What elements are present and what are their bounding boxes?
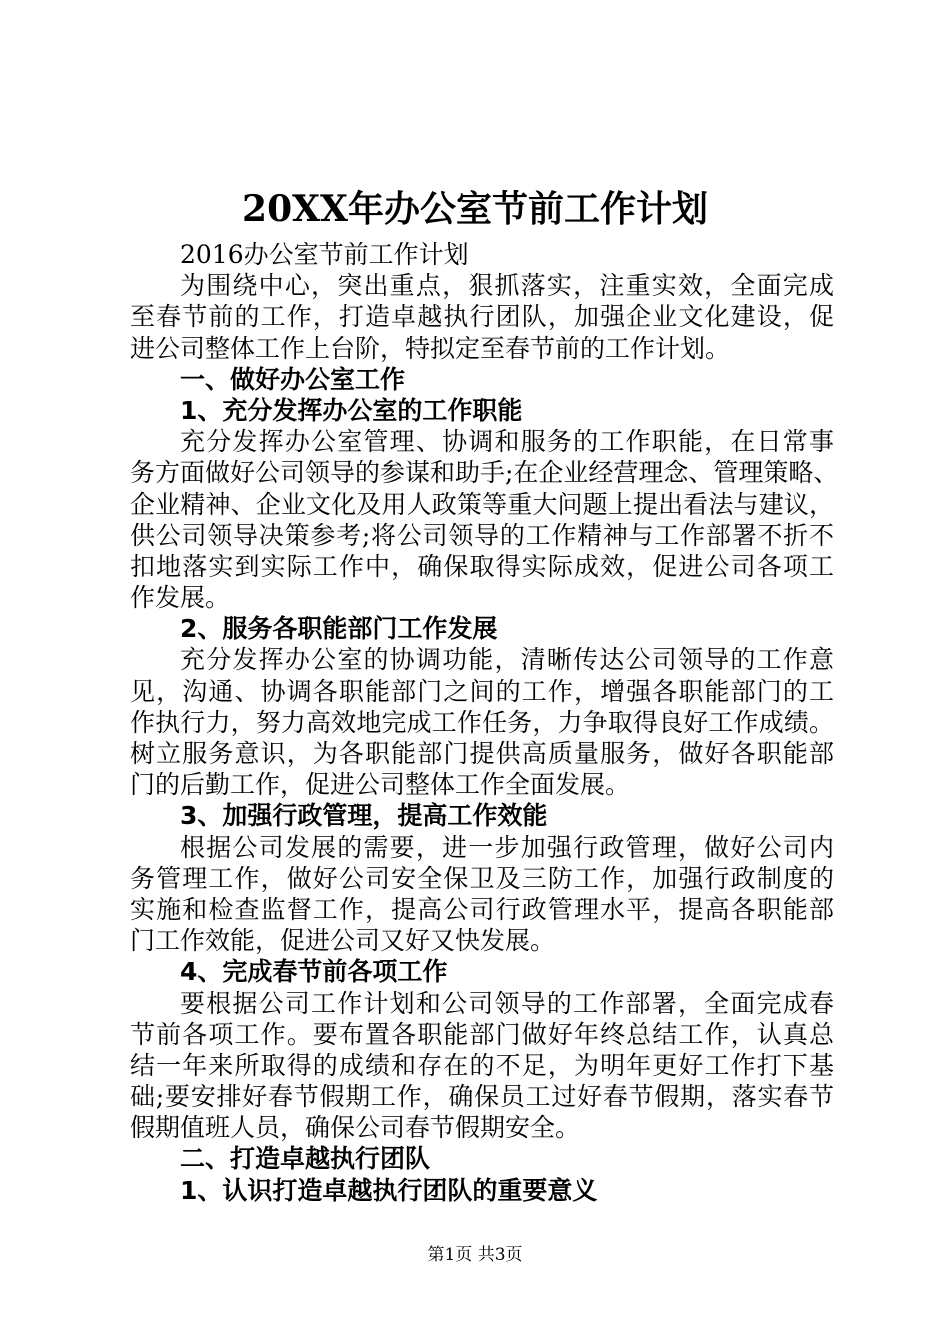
document-title: 20XX年办公室节前工作计划 [242, 188, 708, 230]
body-text-line: 供公司领导决策参考;将公司领导的工作精神与工作部署不折不 [130, 520, 834, 550]
body-text-line: 务管理工作，做好公司安全保卫及三防工作，加强行政制度的 [130, 863, 834, 893]
section-heading: 4、完成春节前各项工作 [180, 957, 448, 987]
body-text-line: 门工作效能，促进公司又好又快发展。 [130, 926, 556, 956]
body-text-line: 充分发挥办公室管理、协调和服务的工作职能，在日常事 [180, 427, 834, 457]
body-text-line: 门的后勤工作，促进公司整体工作全面发展。 [130, 770, 631, 800]
body-text-line: 假期值班人员，确保公司春节假期安全。 [130, 1113, 581, 1143]
body-text-line: 充分发挥办公室的协调功能，清晰传达公司领导的工作意 [180, 645, 834, 675]
body-text-line: 树立服务意识，为各职能部门提供高质量服务，做好各职能部 [130, 739, 834, 768]
body-text-line: 要根据公司工作计划和公司领导的工作部署，全面完成春 [180, 988, 834, 1018]
body-text-line: 为围绕中心，突出重点，狠抓落实，注重实效，全面完成 [180, 271, 834, 301]
body-text-line: 结一年来所取得的成绩和存在的不足，为明年更好工作打下基 [130, 1050, 834, 1080]
body-text-line: 实施和检查监督工作，提高公司行政管理水平，提高各职能部 [130, 894, 834, 924]
section-heading: 二、打造卓越执行团队 [180, 1144, 431, 1174]
body-text-line: 进公司整体工作上台阶，特拟定至春节前的工作计划。 [130, 333, 731, 363]
section-heading: 2、服务各职能部门工作发展 [180, 614, 498, 644]
document-body [130, 239, 839, 1206]
page-number: 第1页 共3页 [427, 1245, 523, 1265]
body-text-line: 节前各项工作。要布置各职能部门做好年终总结工作，认真总 [130, 1019, 834, 1049]
body-text-line: 作执行力，努力高效地完成工作任务，力争取得良好工作成绩。 [130, 707, 834, 737]
body-text-line: 根据公司发展的需要，进一步加强行政管理，做好公司内 [180, 832, 834, 862]
section-heading: 一、做好办公室工作 [180, 364, 406, 394]
body-text-line: 务方面做好公司领导的参谋和助手;在企业经营理念、管理策略、 [130, 458, 839, 488]
body-text-line: 企业精神、企业文化及用人政策等重大问题上提出看法与建议， [130, 489, 834, 519]
body-text-line: 见，沟通、协调各职能部门之间的工作，增强各职能部门的工 [130, 676, 834, 706]
section-heading: 1、认识打造卓越执行团队的重要意义 [180, 1175, 598, 1205]
body-text-line: 作发展。 [130, 583, 231, 613]
body-text-line: 础;要安排好春节假期工作，确保员工过好春节假期，落实春节 [130, 1082, 834, 1112]
body-text-line: 2016办公室节前工作计划 [180, 240, 469, 269]
body-text-line: 至春节前的工作，打造卓越执行团队，加强企业文化建设，促 [130, 302, 834, 332]
section-heading: 1、充分发挥办公室的工作职能 [180, 395, 523, 425]
section-heading: 3、加强行政管理，提高工作效能 [180, 801, 548, 831]
body-text-line: 扣地落实到实际工作中，确保取得实际成效，促进公司各项工 [130, 551, 834, 581]
